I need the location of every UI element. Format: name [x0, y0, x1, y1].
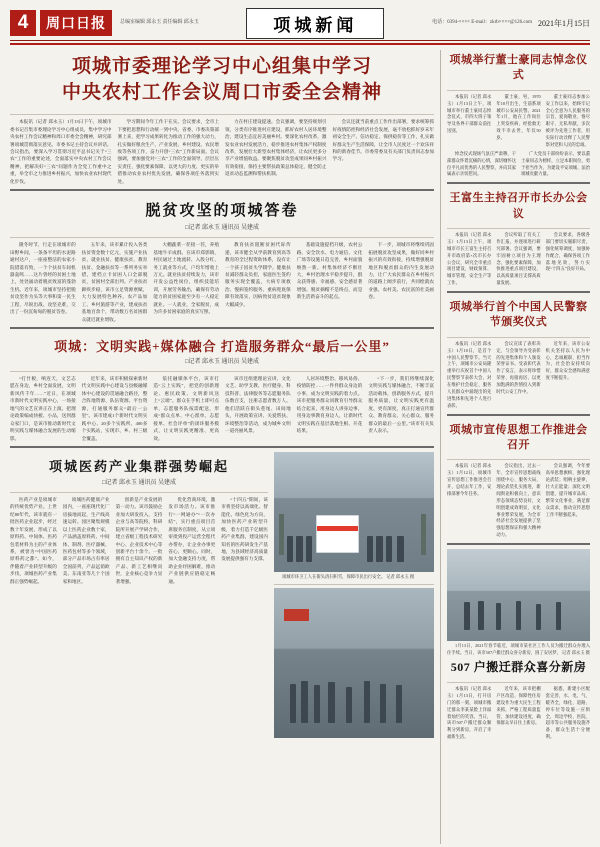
- divider: [10, 446, 434, 448]
- banner-shape: [284, 609, 310, 621]
- person-shape: [314, 685, 320, 723]
- right-item-3-columns: [447, 341, 590, 410]
- lead-col-1: 本报讯（记者 邱永玉）1月13日下午，项城市委书记召集市委理论学习中心组成员，集中学习中央农村工作会议精神和周口市委全会精神，研究部署项城贯彻落实意见。市委书记主持会议并讲话。会议指出，要深入学习贯彻习近平总书记关于“三农”工作的重要论述，全面落实中央农村工作会议精神，把解决好“三农”问题作为全党工作重中之重，举全市之力推进乡村振兴，加快农业农村现代化步伐。: [10, 119, 112, 184]
- lead-col-4: 会议还就当前重点工作作出部署，要求统筹抓好疫情防控和经济社会发展，毫不放松抓好岁末年初安全生产、信访稳定、保供稳价等工作，扎实做好群众生产生活保障，让全市人民度过一个欢乐祥和的新春佳节。市委常委及有关部门负责同志参加学习。: [332, 119, 434, 162]
- right-item-3-col-2: 会议宣读了表彰决定，与会领导为受表彰的先进集体和个人颁发荣誉证书。受表彰代表作了发言，表示将珍惜荣誉、再接再厉，以更加饱满的热情投入到新时代公安工作中。: [496, 340, 541, 394]
- right-item-1-columns-2: [447, 151, 590, 179]
- article2-col-4: 教育扶贫阻断贫困代际传递，该市健全从学前教育到高等教育的全过程资助体系，没有让一个孩子因贫失学辍学。健康扶贫减轻群众负担，家庭医生签约服务实现全覆盖，大病专项救治、慢病签约服务、重病兜底保障有效落实，因病致贫返贫现象大幅减少。: [225, 242, 291, 307]
- tree-shape: [279, 514, 284, 555]
- person-shape: [396, 685, 402, 723]
- right-item-2-col-1: 本报讯（记者 邱永玉）1月13日上午，项城市市长王富生主持召开市政府第×次市长办公会议，研究全市重点项目建设、财政预算、城市管理、安全生产等工作。: [447, 232, 492, 286]
- right-item-4-col-1: 本报讯（记者 邱永玉）1月12日，项城市宣传思想工作推进会召开，总结去年工作，安排部署今年任务。: [447, 463, 492, 496]
- article3-headline: 项城：文明实践+媒体融合 打造服务群众“最后一公里”: [54, 339, 390, 355]
- article2-col-3: 大棚蔬菜一茬接一茬，养殖基地牛羊成群。在该市郑郭镇，村民通过土地流转、入股分红、务工就业等方式，户均年增收上万元。就业扶贫持续发力，该市开发公益性岗位，组织技能培训，开展劳务输出，确保有劳动能力的贫困家庭至少有一人稳定就业。一人就业，全家脱贫，成为许多贫困家庭的真实写照。: [153, 242, 220, 315]
- article4-byline: □记者 邱永玉 通讯员 吴建成: [101, 479, 177, 486]
- lead-col-2: 学习期间今年工作干在实。会议要求，全市上下要把思想和行动统一到中央、省委、市委决策部署上来，把学习成果转化为推动工作的强大动力，扎实做好粮食生产、产业发展、乡村建设、农民增收等各项工作，奋力开创“三农”工作新局面。会议强调，要加强党对“三农”工作的全面领导，层层压实责任，强化要素保障，以更大的力度、更实的举措推动农业农村优先发展，确保各项任务落到实处。: [117, 119, 219, 184]
- masthead: [10, 8, 590, 41]
- article4-col-4: 优化营商环境，激发市场活力。该市推行“一网通办”“一次办结”，实行重点项目首席服务官制度，从立项审批到投产运营全程代办帮办，让企业办事更省心、更顺心。同时，加大金融支持力度，帮助企业纾困解难，推动产业链供应链稳定畅通。: [168, 496, 216, 584]
- article3-columns: [10, 375, 434, 442]
- right-item-4-headline: 项城市宣传思想工作推进会召开: [449, 423, 588, 451]
- right-item-1-col-5: 广大党员干部纷纷表示，要以董士豪同志为榜样，立足本职岗位，勇于担当作为，为建设平安项城、法治项城贡献力量。: [521, 150, 590, 177]
- ambulance-vehicle-shape: [316, 515, 360, 553]
- street-photo: [274, 452, 434, 572]
- person-shape: [556, 602, 562, 630]
- article3-col-4: 该市还组建理论宣讲、文化文艺、助学支教、医疗健身、科技科普、法律服务等志愿服务队伍数百支，注册志愿者数万人。他们活跃在街头巷尾、田间地头，开展政策宣讲、关爱帮扶、环境整治等活动，成为城乡文明一道亮丽风景。: [225, 376, 291, 434]
- divider: [447, 228, 590, 229]
- divider: [10, 327, 434, 329]
- masthead-rule: [10, 43, 590, 45]
- street-photo-caption: 项城市环卫工人在街头清扫积雪，保障市民出行安全。 记者 邱永玉 摄: [282, 573, 415, 579]
- person-shape: [464, 602, 470, 630]
- right-item-4-col-2: 会议指出，过去一年，全市宣传思想战线围绕中心、服务大局，理论武装扎实推进，新闻舆论积极向上，意识形态领域态势良好，文明创建成效明显，文化事业繁荣发展，为全市经济社会发展提供了坚强思想保证和强大精神动力。: [496, 463, 541, 538]
- person-shape: [386, 536, 392, 562]
- right-item-2-headline: 王富生主持召开市长办公会议: [449, 192, 588, 220]
- person-shape: [364, 681, 370, 723]
- divider: [447, 682, 590, 683]
- person-shape: [478, 601, 484, 630]
- divider: [10, 189, 434, 191]
- page-number-badge: 4: [10, 10, 36, 36]
- article2-col-2: 五年来，该市累计投入各类扶贫资金数十亿元，实施产业扶贫、就业扶贫、健康扶贫、教育扶贫、金融扶贫等一系列务实举措，建档立卡贫困人口全部脱贫，贫困村全部出列。产业扶贫蹄疾步稳，该市立足资源禀赋，大力发展特色种养、农产品加工、乡村旅游等产业，建成扶贫基地百余个，带动数万名贫困群众就近就业增收。: [81, 242, 148, 322]
- person-shape: [296, 536, 302, 562]
- divider: [447, 459, 590, 460]
- bottom-block: [10, 452, 434, 738]
- divider: [10, 114, 434, 115]
- housing-article-col-2: 近年来，该市把棚户区改造、保障性住房建设作为重大民生工程来抓，严格工程质量监管，加快建设进度，确保群众早日住上新房。: [496, 686, 541, 726]
- article4-col-5: “十四五”期间，该市将坚持以高端化、智能化、绿色化为方向，加快医药产业转型升级，着力打造千亿级医药产业集群，建设国内知名的医药研发生产基地，为县域经济高质量发展提供强有力支撑。: [221, 496, 268, 562]
- divider: [10, 492, 268, 493]
- lead-article-columns: [10, 118, 434, 185]
- person-shape: [367, 536, 373, 562]
- person-shape: [380, 684, 386, 723]
- street-photo-block: [274, 452, 434, 738]
- article4-col-1: 医药产业是项城市的传统优势产业。上世纪80年代，该市就有一批医药企业起步，经过数十年发展，形成了以原料药、中间体、医药包装材料为主的产业体系，被誉为“中国医药原料药之都”。如今，伴随着产业转型升级的步伐，项城医药产业集群正强势崛起。: [10, 496, 57, 584]
- article2-col-6: 下一步，项城市将继续巩固拓展脱贫攻坚成果，做好同乡村振兴的有效衔接，持续增强脱贫地区和脱贫群众的内生发展动力，让广大农民群众在乡村振兴的道路上阔步前行，共同绘就农业强、农村美、农民富的壮美画卷。: [368, 242, 435, 300]
- divider: [447, 414, 590, 416]
- article3-col-3: 依托融媒体平台，该市打造“云上实践”，把党的创新理论、惠民政策、文明新风送上“云端”。群众在手机上即可点单，志愿服务队按需配送，形成“群众点单、中心派单、志愿接单、社会评单”的闭环服务模式，让文明实践更精准、更高效。: [153, 376, 220, 441]
- article3-col-6: “下一步，我们将继续深化文明实践与媒体融合，不断丰富活动载体，创新服务方式，提升服务质量，让文明实践更有温度、更有深度，真正打通宣传群众、教育群众、关心群众、服务群众的最后一公里。”该市有关负责人表示。: [368, 376, 435, 434]
- article2-col-5: 基础设施提档升级，农村公路、安全饮水、电力通信、文化广场等设施日趋完善，乡村面貌焕然一新。村集体经济不断壮大，乡村治理水平稳步提升，群众获得感、幸福感、安全感显著增强。脱贫摘帽不是终点，而是新生活新奋斗的起点。: [296, 242, 363, 300]
- right-item-4-col-3: 会议强调，今年要高举思想旗帜，强化理论武装；唱响主旋律，壮大正能量；深化文明创建，提升城市品质；繁荣文化事业，满足群众需求，推动宣传思想工作不断强起来。: [545, 463, 590, 517]
- person-shape: [328, 682, 334, 723]
- section-title: [199, 8, 432, 39]
- article4-block: [10, 452, 268, 738]
- person-shape: [346, 687, 352, 723]
- masthead-meta-left: 总编室编辑 邱永玉 责任编辑 邱永玉: [120, 20, 199, 26]
- article2-byline: □记者 邱永玉 通讯员 吴建成: [184, 225, 260, 232]
- right-item-1-col-4: 悼念仪式现场气氛庄严肃穆，干部群众怀着沉痛的心情，深切缅怀这位平凡而优秀的人民警察，并向其家属表示亲切慰问。: [447, 150, 516, 177]
- article2-headline: 脱贫攻坚的项城答卷: [145, 203, 299, 220]
- article3-byline: □记者 邱永玉 通讯员 吴建成: [184, 359, 260, 366]
- divider: [447, 543, 590, 545]
- divider: [447, 291, 590, 293]
- lead-col-3: 力在村庄建设提速。会议强调，要坚持规划引领，分类有序推进村庄建设，抓好农村人居环境整治，建设生态宜居美丽乡村。要深化农村改革，激发农业农村发展活力，稳步推进农村集体产权制度改革，发展壮大新型农村集体经济，让农民更多分享产业增值收益。要聚焦脱贫攻坚成果同乡村振兴有效衔接，保持主要帮扶政策总体稳定，健全防止返贫动态监测和帮扶机制。: [225, 119, 327, 177]
- right-item-4-columns: [447, 463, 590, 539]
- right-item-1-headline: 项城举行董士豪同志悼念仪式: [449, 54, 588, 82]
- divider: [447, 90, 590, 91]
- article2-col-1: 隆冬时节，行走在项城市的田野乡间，一条条平坦的水泥路通村达户，一座座整洁的农家小院错落有致，一个个扶贫车间机器轰鸣……这片曾经的贫困土地上，处处涌动着脱贫致富的蓬勃生机。近年来，项城市坚持把脱贫攻坚作为头等大事和第一民生工程，尽锐出战、攻坚克难，交出了一份沉甸甸的脱贫答卷。: [10, 242, 76, 315]
- right-item-3-headline: 项城举行首个中国人民警察节颁奖仪式: [449, 301, 588, 329]
- article3-col-1: “打竹板，响连天，文艺志愿在身边，乡村全面发展，文明新风传千年……”近日，在项城市新时代文明实践中心，一场接地气的文艺宣讲正在上演。把理论政策编成快板、小品，送到群众家门口，是该市推动新时代文明实践与媒体融合发展的生动缩影。: [10, 376, 76, 441]
- article3-col-5: 人居环境整治、移风易俗、疫情防控……一件件群众身边的小事，成为文明实践的着力点。该市把服务群众同教育引导群众结合起来，用身边人讲身边事、用身边事教育身边人，让新时代文明实践在基层落地生根、开花结果。: [296, 376, 363, 434]
- article4-col-3: 创新是产业发展的第一动力。该市鼓励企业加大研发投入，支持企业与高等院校、科研院所开展产学研合作，建立省级工程技术研究中心、企业技术中心等创新平台十余个。一批拥有自主知识产权的新产品、新工艺相继问世，企业核心竞争力显著增强。: [115, 496, 163, 584]
- masthead-meta-right: 电话：0394-×××× E-mail：zkrb××××@126.com: [432, 20, 532, 25]
- tree-shape: [421, 514, 426, 555]
- person-shape: [290, 684, 296, 723]
- right-item-1-col-3: 董士豪同志参加公安工作以来，始终牢记全心全意为人民服务的宗旨，爱岗敬业、恪尽职守、无私奉献，多次被评为先进工作者，用实际行动诠释了人民警察对党和人民的忠诚。: [545, 93, 590, 147]
- person-shape: [536, 604, 542, 630]
- person-shape: [496, 603, 502, 630]
- person-shape: [397, 536, 403, 562]
- lead-headline-line1: 项城市委理论学习中心组集中学习: [71, 56, 372, 77]
- divider: [10, 371, 434, 372]
- lead-headline: [10, 50, 434, 111]
- article4-columns: [10, 496, 268, 585]
- housing-article-col-1: 本报讯（记者 邱永玉）1月13日，打开房门的那一刻，项城市搬迁群众李某某脸上洋溢着灿烂的笑容。当日，该市507户搬迁群众顺利分到新房，开启了幸福新生活。: [447, 686, 492, 740]
- right-item-1-col-1: 本报讯（记者 邱永玉）1月13日上午，项城市举行董士豪同志悼念仪式，市四大班子领导及各界干部群众前往送别。: [447, 93, 492, 134]
- divider: [447, 337, 590, 338]
- publish-date: 2021年1月15日: [538, 18, 590, 28]
- housing-article-columns: [447, 686, 590, 741]
- divider: [10, 237, 434, 238]
- lead-headline-line2: 中央农村工作会议周口市委全会精神: [61, 81, 382, 103]
- housing-article-col-3: 据悉，新建小区配套完善，水、电、气、暖齐全，绿化、道路、停车位等设施一应俱全，周边学校、医院、超市等公共服务设施齐备，群众生活十分便利。: [545, 686, 590, 740]
- article4-col-2: 项城医药健康产业园内，一座座现代化厂房拔地而起，生产线高速运转。园区聚集规模以上医药企业数十家，产品涵盖原料药、中间体、制剂、医疗器械、医药包材等多个领域，部分产品市场占有率居全国前列，产品远销欧美、东南亚等几十个国家和地区。: [62, 496, 110, 584]
- housing-article-headline: 507 户搬迁群众喜分新房: [450, 660, 587, 675]
- right-item-1-col-2: 董士豪，男，1970年10月出生，生前系项城市公安局民警。2021年1月，他在工作岗位上突发疾病，经抢救无效不幸去世，年仅50岁。: [496, 93, 541, 141]
- paper-name: 周口日报: [40, 10, 112, 36]
- right-column: [440, 50, 590, 844]
- article3-col-2: 近年来，该市积极探索新时代文明实践中心建设与县级融媒体中心建设的贯通融合路径，整合阵地资源、队伍资源、平台资源，打通服务群众“最后一公里”。该市建成1个新时代文明实践中心、20多个实践所、400多个实践站，实现市、乡、村三级全覆盖。: [81, 376, 148, 441]
- divider: [274, 584, 434, 585]
- right-item-1-columns: [447, 94, 590, 149]
- crowd-photo: [274, 588, 434, 738]
- page-body: [10, 50, 590, 844]
- article2-columns: [10, 241, 434, 323]
- person-shape: [287, 536, 293, 562]
- right-item-3-col-3: 近年来，该市公安机关坚持以人民为中心，忠诚履职、担当作为，社会治安持续向好，群众安全感和满意度不断提升。: [545, 340, 590, 381]
- person-shape: [516, 601, 522, 630]
- right-item-2-col-2: 会议听取了有关工作汇报，并逐项进行研究部署。会议强调，要牢固树立项目为王理念，强化要素保障，加快推进重点项目建设，以高质量项目支撑高质量发展。: [496, 232, 541, 286]
- right-item-2-columns: [447, 232, 590, 287]
- divider: [447, 182, 590, 184]
- housing-photo-caption: 1月13日，2021年春节临近，项城市某社区工作人员为搬迁群众办理入住手续。当日，该市507户搬迁群众喜分新房，圆了安居梦。 记者 邱永玉 摄: [447, 643, 590, 655]
- housing-photo: [447, 549, 590, 641]
- article4-headline: 项城医药产业集群强势崛起: [48, 458, 229, 474]
- person-shape: [376, 536, 382, 562]
- right-item-3-col-1: 本报讯（记者 邱永玉）1月10日，是首个中国人民警察节。当天上午，项城市公安局隆重举行庆祝首个中国人民警察节表彰大会，对在维护社会稳定、服务人民群众中涌现出的先进集体和先进个人进行表彰。: [447, 340, 492, 408]
- right-item-2-col-3: 会议要求，各级各部门要切实履职尽责，强化统筹调度，加强协作配合，确保各项工作落地见效，努力实现“十四五”良好开局。: [545, 232, 590, 272]
- section-title-text: 项城新闻: [246, 8, 384, 39]
- person-shape: [306, 536, 312, 562]
- left-column: [10, 50, 440, 844]
- person-shape: [301, 681, 307, 723]
